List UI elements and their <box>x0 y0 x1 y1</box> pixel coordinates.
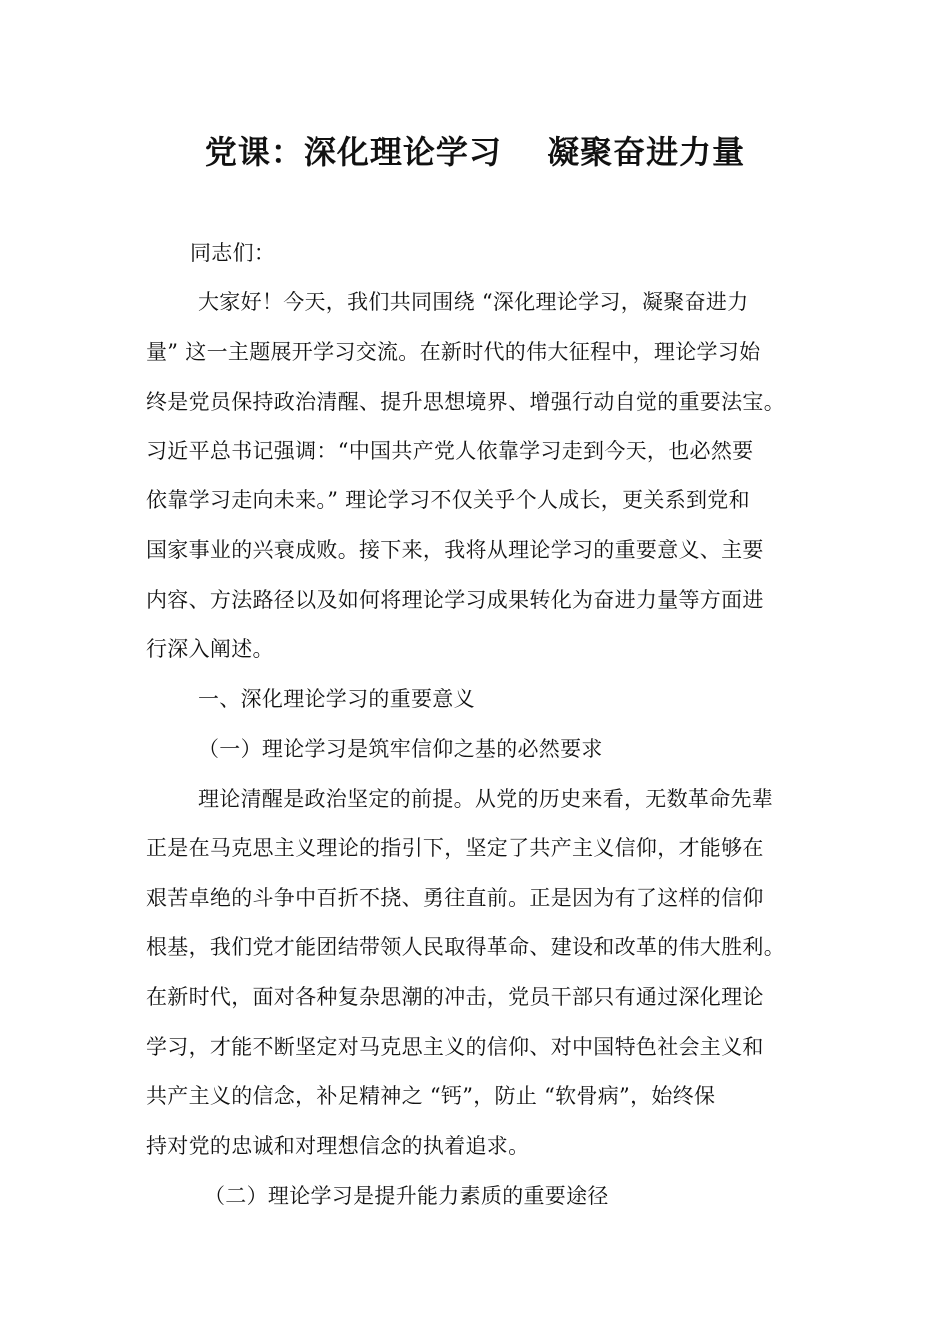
document-title: 党课：深化理论学习 凝聚奋进力量 <box>204 133 746 171</box>
body-line: 艰苦卓绝的斗争中百折不挠、勇往直前。正是因为有了这样的信仰 <box>146 886 764 910</box>
intro-line: 终是党员保持政治清醒、提升思想境界、增强行动自觉的重要法宝。 <box>146 390 785 414</box>
intro-line: 依靠学习走向未来。” 理论学习不仅关乎个人成长，更关系到党和 <box>146 488 750 512</box>
body-line: 持对党的忠诚和对理想信念的执着追求。 <box>146 1134 530 1158</box>
body-line: 理论清醒是政治坚定的前提。从党的历史来看，无数革命先辈 <box>198 787 774 811</box>
section-heading: 一、深化理论学习的重要意义 <box>198 687 475 711</box>
subsection-heading: （一）理论学习是筑牢信仰之基的必然要求 <box>198 737 603 761</box>
body-line: 正是在马克思主义理论的指引下，坚定了共产主义信仰，才能够在 <box>146 836 764 860</box>
subsection-heading: （二）理论学习是提升能力素质的重要途径 <box>204 1184 609 1208</box>
intro-line: 国家事业的兴衰成败。接下来，我将从理论学习的重要意义、主要 <box>146 538 764 562</box>
intro-line: 内容、方法路径以及如何将理论学习成果转化为奋进力量等方面进 <box>146 588 764 612</box>
intro-line: 量” 这一主题展开学习交流。在新时代的伟大征程中，理论学习始 <box>146 340 761 364</box>
salutation: 同志们： <box>190 241 276 265</box>
body-line: 在新时代，面对各种复杂思潮的冲击，党员干部只有通过深化理论 <box>146 985 764 1009</box>
intro-line: 大家好！今天，我们共同围绕 “深化理论学习，凝聚奋进力 <box>198 290 749 314</box>
intro-line: 习近平总书记强调：“中国共产党人依靠学习走到今天，也必然要 <box>146 439 754 463</box>
body-line: 根基，我们党才能团结带领人民取得革命、建设和改革的伟大胜利。 <box>146 935 785 959</box>
body-line: 共产主义的信念，补足精神之 “钙”，防止 “软骨病”，始终保 <box>146 1084 716 1108</box>
intro-line: 行深入阐述。 <box>146 637 274 661</box>
body-line: 学习，才能不断坚定对马克思主义的信仰、对中国特色社会主义和 <box>146 1035 764 1059</box>
